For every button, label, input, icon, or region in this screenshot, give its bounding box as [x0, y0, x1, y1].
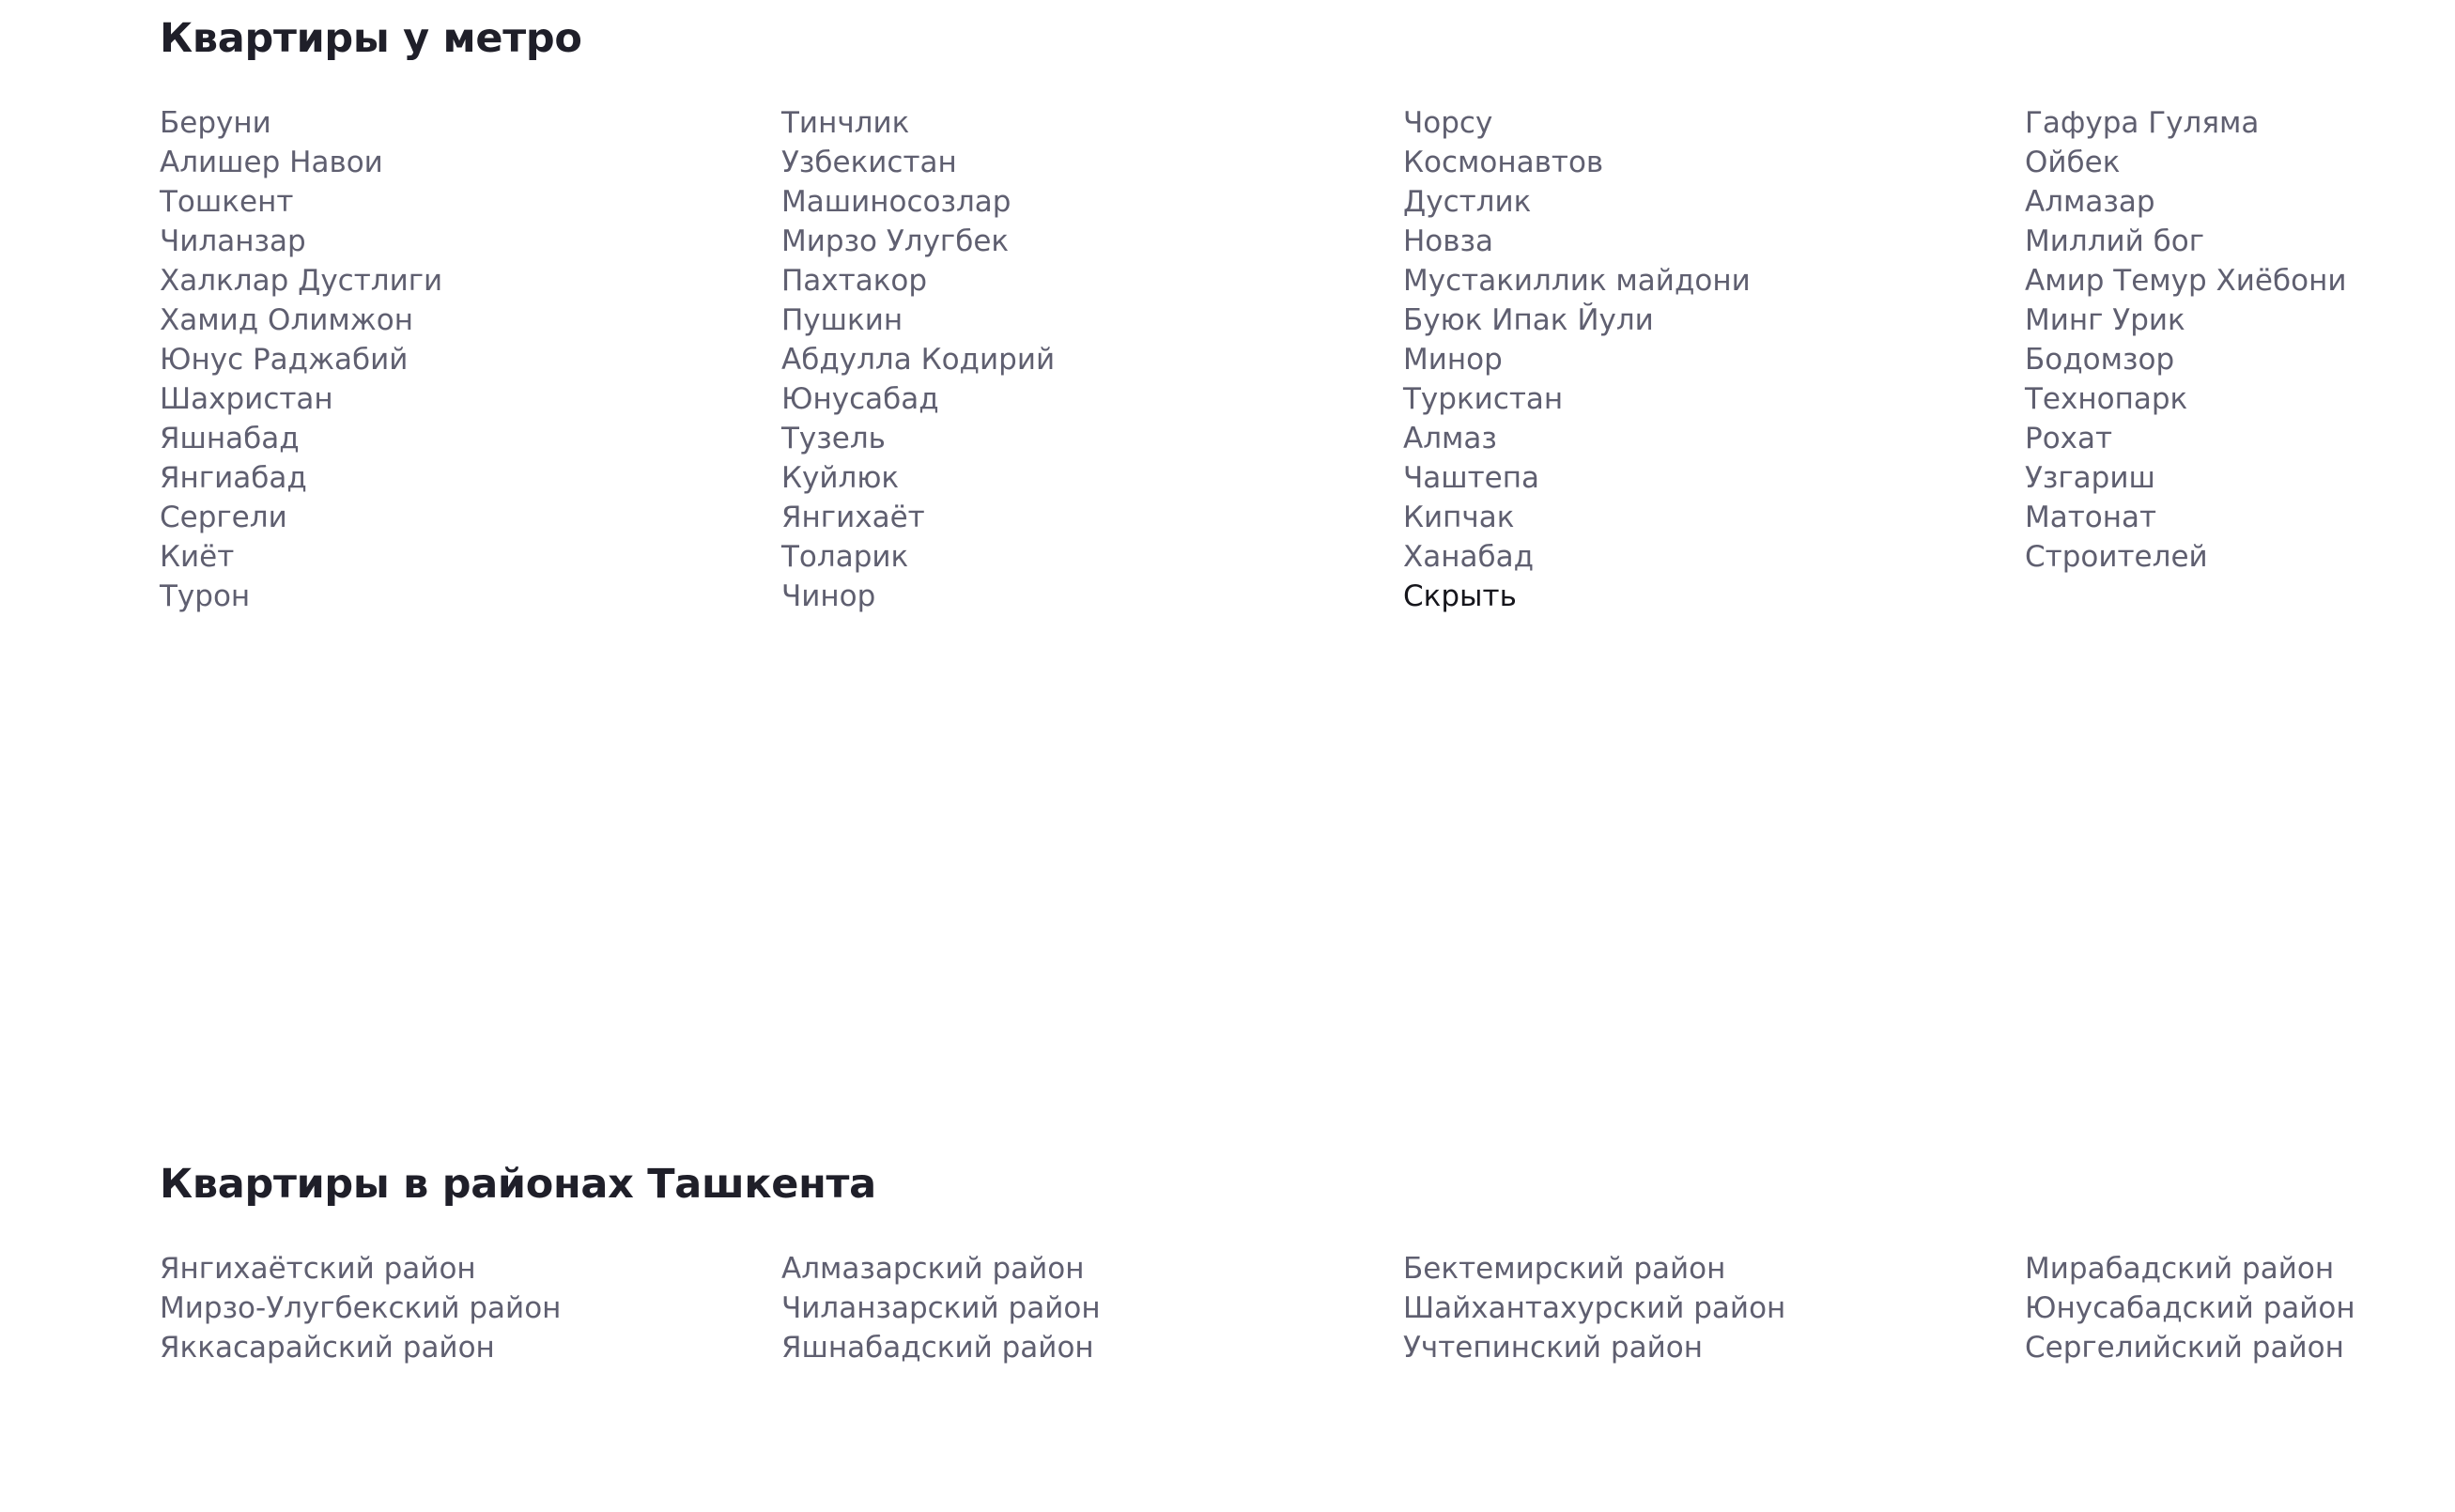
district-link[interactable]: Учтепинский район	[1403, 1331, 1703, 1365]
district-link[interactable]: Яккасарайский район	[160, 1331, 495, 1365]
districts-section-title: Квартиры в районах Ташкента	[160, 1161, 876, 1208]
metro-station-link[interactable]: Мустакиллик майдони	[1403, 264, 1751, 298]
district-column	[781, 1249, 1403, 1365]
district-link[interactable]: Алмазарский район	[781, 1252, 1085, 1286]
metro-station-link[interactable]: Туркистан	[1403, 382, 1564, 416]
district-link[interactable]: Чиланзарский район	[781, 1291, 1101, 1325]
metro-station-link[interactable]: Узгариш	[2025, 461, 2155, 495]
metro-station-link[interactable]: Толарик	[781, 540, 909, 574]
metro-station-link[interactable]: Бодомзор	[2025, 343, 2175, 377]
metro-station-link[interactable]: Беруни	[160, 106, 271, 140]
metro-station-link[interactable]: Дустлик	[1403, 185, 1532, 219]
metro-station-link[interactable]: Ханабад	[1403, 540, 1535, 574]
metro-links-grid	[160, 103, 2455, 613]
metro-station-link[interactable]: Чиланзар	[160, 224, 306, 258]
metro-station-link[interactable]: Сергели	[160, 501, 287, 534]
metro-station-link[interactable]: Шахристан	[160, 382, 333, 416]
metro-station-link[interactable]: Машиносозлар	[781, 185, 1011, 219]
metro-station-link[interactable]: Кипчак	[1403, 501, 1515, 534]
district-column	[160, 1249, 781, 1365]
metro-station-link[interactable]: Турон	[160, 579, 251, 613]
district-link[interactable]: Юнусабадский район	[2025, 1291, 2355, 1325]
metro-station-link[interactable]: Минг Урик	[2025, 303, 2185, 337]
metro-station-link[interactable]: Узбекистан	[781, 146, 957, 179]
metro-station-link[interactable]: Чорсу	[1403, 106, 1493, 140]
metro-station-link[interactable]: Чаштепа	[1403, 461, 1540, 495]
metro-station-link[interactable]: Рохат	[2025, 422, 2113, 455]
metro-station-link[interactable]: Амир Темур Хиёбони	[2025, 264, 2347, 298]
metro-station-link[interactable]: Миллий бог	[2025, 224, 2205, 258]
metro-station-column	[160, 103, 781, 613]
metro-station-link[interactable]: Алишер Навои	[160, 146, 383, 179]
metro-station-link[interactable]: Алмаз	[1403, 422, 1497, 455]
metro-station-link[interactable]: Технопарк	[2025, 382, 2188, 416]
metro-station-link[interactable]: Юнусабад	[781, 382, 939, 416]
metro-station-link[interactable]: Яшнабад	[160, 422, 300, 455]
district-link[interactable]: Бектемирский район	[1403, 1252, 1726, 1286]
metro-station-link[interactable]: Новза	[1403, 224, 1494, 258]
metro-station-link[interactable]: Гафура Гуляма	[2025, 106, 2260, 140]
metro-section-title: Квартиры у метро	[160, 15, 582, 62]
metro-station-link[interactable]: Алмазар	[2025, 185, 2155, 219]
metro-station-link[interactable]: Янгиабад	[160, 461, 307, 495]
district-link[interactable]: Мирабадский район	[2025, 1252, 2335, 1286]
metro-station-link[interactable]: Матонат	[2025, 501, 2157, 534]
metro-station-link[interactable]: Куйлюк	[781, 461, 900, 495]
metro-station-link[interactable]: Буюк Ипак Йули	[1403, 303, 1654, 337]
district-link[interactable]: Яшнабадский район	[781, 1331, 1094, 1365]
metro-station-link[interactable]: Космонавтов	[1403, 146, 1604, 179]
metro-station-link[interactable]: Тошкент	[160, 185, 294, 219]
metro-station-link[interactable]: Киёт	[160, 540, 235, 574]
district-link[interactable]: Сергелийский район	[2025, 1331, 2344, 1365]
metro-station-link[interactable]: Пушкин	[781, 303, 903, 337]
district-link[interactable]: Шайхантахурский район	[1403, 1291, 1786, 1325]
metro-station-link[interactable]: Юнус Раджабий	[160, 343, 409, 377]
metro-station-link[interactable]: Ойбек	[2025, 146, 2121, 179]
metro-station-link[interactable]: Тузель	[781, 422, 886, 455]
metro-station-link[interactable]: Янгихаёт	[781, 501, 925, 534]
metro-station-link[interactable]: Пахтакор	[781, 264, 928, 298]
metro-station-column	[781, 103, 1403, 613]
metro-station-link[interactable]: Строителей	[2025, 540, 2208, 574]
metro-station-link[interactable]: Хамид Олимжон	[160, 303, 413, 337]
metro-station-column	[2025, 103, 2455, 574]
districts-links-grid	[160, 1249, 2455, 1365]
metro-station-link[interactable]: Тинчлик	[781, 106, 910, 140]
metro-station-link[interactable]: Абдулла Кодирий	[781, 343, 1056, 377]
district-link[interactable]: Мирзо-Улугбекский район	[160, 1291, 562, 1325]
district-column	[2025, 1249, 2455, 1365]
metro-station-link[interactable]: Минор	[1403, 343, 1503, 377]
district-link[interactable]: Янгихаётский район	[160, 1252, 476, 1286]
metro-station-column	[1403, 103, 2025, 613]
hide-toggle-link[interactable]: Скрыть	[1403, 579, 1517, 613]
metro-station-link[interactable]: Мирзо Улугбек	[781, 224, 1010, 258]
district-column	[1403, 1249, 2025, 1365]
metro-station-link[interactable]: Халклар Дустлиги	[160, 264, 443, 298]
metro-station-link[interactable]: Чинор	[781, 579, 876, 613]
